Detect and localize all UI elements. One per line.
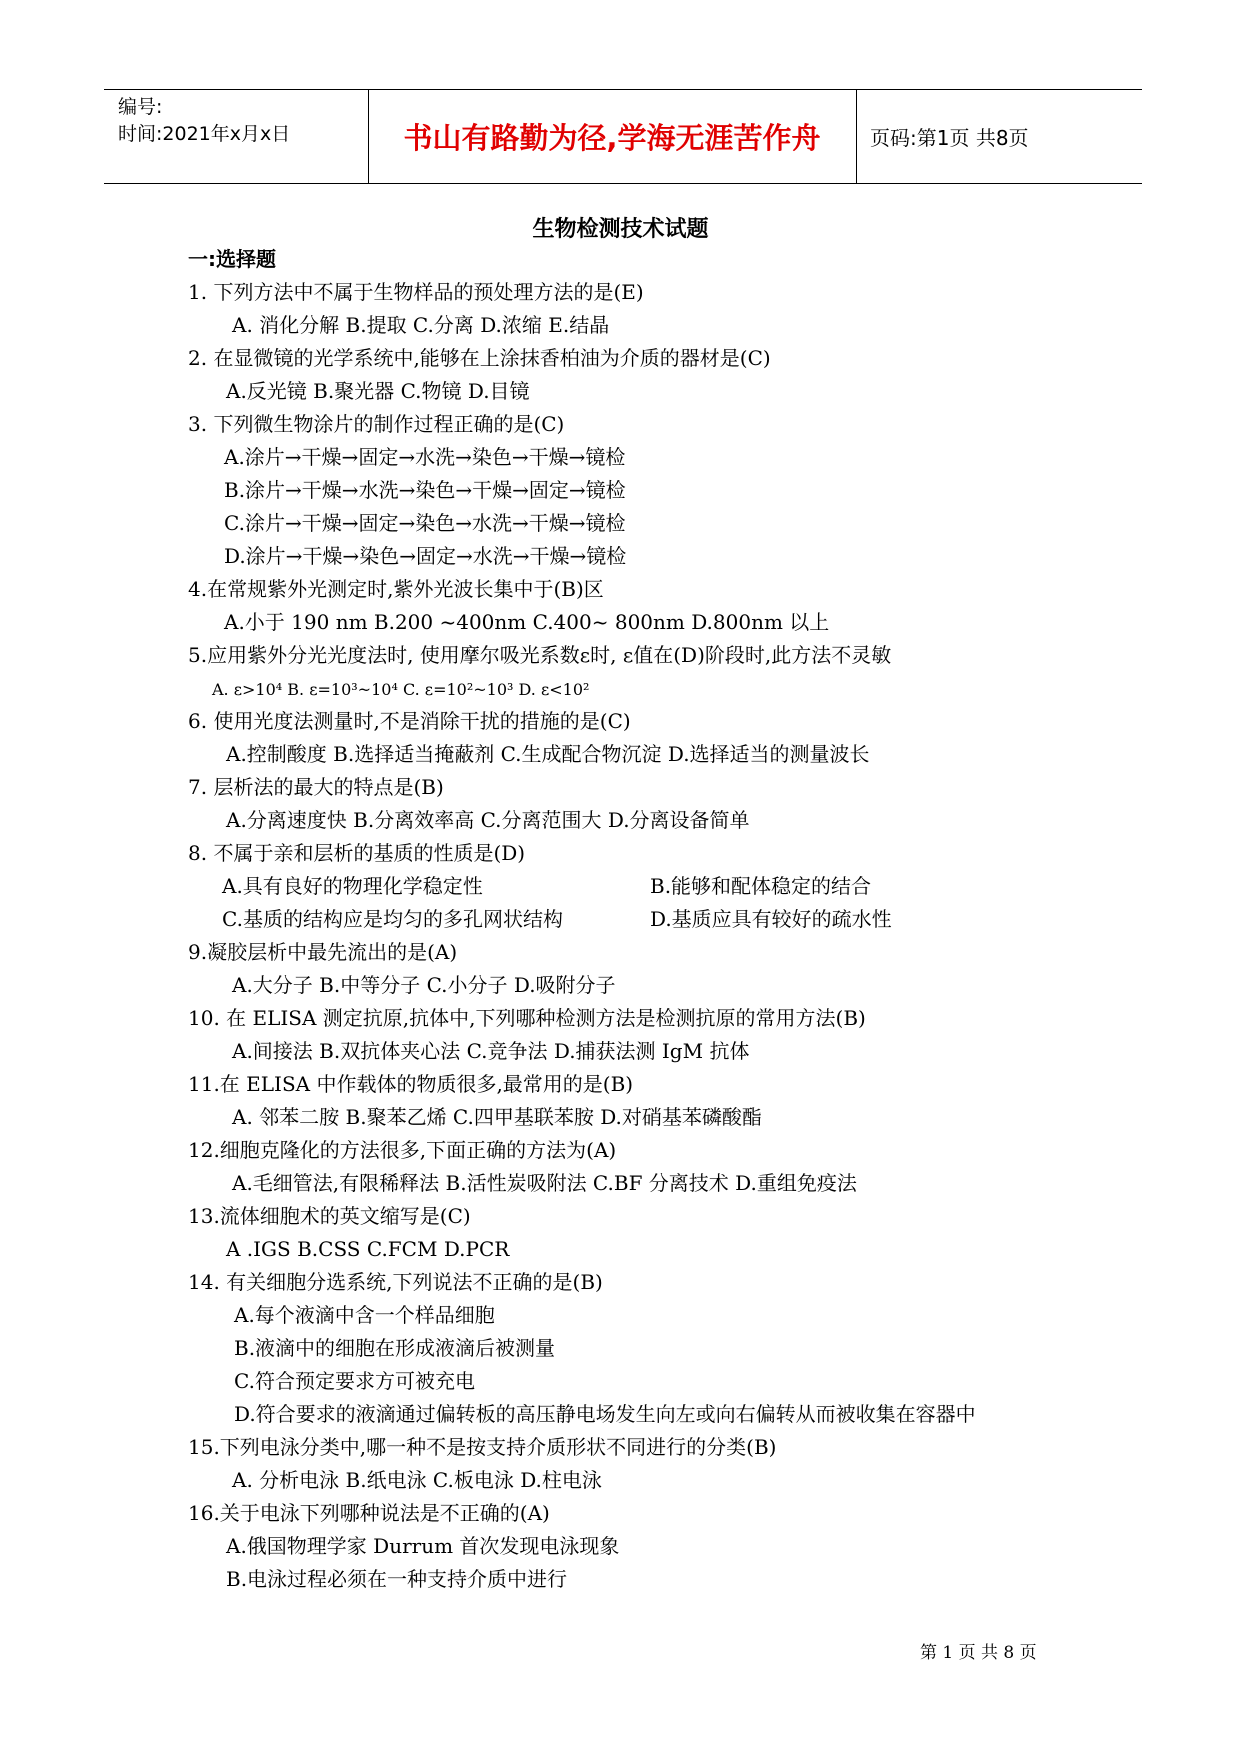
- question: 16.关于电泳下列哪种说法是不正确的(A): [188, 1501, 550, 1525]
- options: A. ε>10⁴ B. ε=10³~10⁴ C. ε=10²~10³ D. ε<10²: [212, 680, 590, 699]
- options: A.每个液滴中含一个样品细胞: [234, 1303, 495, 1327]
- options: C.涂片→干燥→固定→染色→水洗→干燥→镜检: [224, 511, 626, 535]
- question: 11.在 ELISA 中作载体的物质很多,最常用的是(B): [188, 1072, 634, 1096]
- options: A.大分子 B.中等分子 C.小分子 D.吸附分子: [232, 973, 616, 997]
- options: A. 分析电泳 B.纸电泳 C.板电泳 D.柱电泳: [232, 1468, 602, 1492]
- options: A. 消化分解 B.提取 C.分离 D.浓缩 E.结晶: [232, 313, 610, 337]
- options: A. 邻苯二胺 B.聚苯乙烯 C.四甲基联苯胺 D.对硝基苯磷酸酯: [232, 1105, 762, 1129]
- question: 5.应用紫外分光光度法时, 使用摩尔吸光系数ε时, ε值在(D)阶段时,此方法不灵敏: [188, 643, 892, 667]
- section-heading: 一:选择题: [188, 247, 276, 271]
- options: A.毛细管法,有限稀释法 B.活性炭吸附法 C.BF 分离技术 D.重组免疫法: [232, 1171, 857, 1195]
- question: 13.流体细胞术的英文缩写是(C): [188, 1204, 471, 1228]
- options: B.液滴中的细胞在形成液滴后被测量: [234, 1336, 556, 1360]
- question: 1. 下列方法中不属于生物样品的预处理方法的是(E): [188, 280, 644, 304]
- options: C.基质的结构应是均匀的多孔网状结构: [222, 907, 563, 931]
- options: D.涂片→干燥→染色→固定→水洗→干燥→镜检: [224, 544, 627, 568]
- question: 12.细胞克隆化的方法很多,下面正确的方法为(A): [188, 1138, 617, 1162]
- options: B.电泳过程必须在一种支持介质中进行: [226, 1567, 568, 1591]
- page-footer: 第 1 页 共 8 页: [920, 1643, 1037, 1663]
- time-label: 时间:2021年x月x日: [118, 123, 291, 145]
- options: B.能够和配体稳定的结合: [650, 874, 872, 898]
- options: C.符合预定要求方可被充电: [234, 1369, 475, 1393]
- options: A.涂片→干燥→固定→水洗→染色→干燥→镜检: [224, 445, 626, 469]
- question: 4.在常规紫外光测定时,紫外光波长集中于(B)区: [188, 577, 604, 601]
- question: 15.下列电泳分类中,哪一种不是按支持介质形状不同进行的分类(B): [188, 1435, 777, 1459]
- question: 2. 在显微镜的光学系统中,能够在上涂抹香柏油为介质的器材是(C): [188, 346, 771, 370]
- header-divider: [856, 90, 857, 183]
- options: A.小于 190 nm B.200 ~400nm C.400~ 800nm D.800nm 以上: [224, 610, 830, 634]
- question: 8. 不属于亲和层析的基质的性质是(D): [188, 841, 526, 865]
- options: B.涂片→干燥→水洗→染色→干燥→固定→镜检: [224, 478, 626, 502]
- number-label: 编号:: [118, 96, 163, 118]
- options: A.反光镜 B.聚光器 C.物镜 D.目镜: [226, 379, 530, 403]
- options: A.分离速度快 B.分离效率高 C.分离范围大 D.分离设备简单: [226, 808, 750, 832]
- options: A.控制酸度 B.选择适当掩蔽剂 C.生成配合物沉淀 D.选择适当的测量波长: [226, 742, 870, 766]
- options: A.具有良好的物理化学稳定性: [222, 874, 483, 898]
- document-title: 生物检测技术试题: [532, 217, 709, 242]
- options: D.符合要求的液滴通过偏转板的高压静电场发生向左或向右偏转从而被收集在容器中: [234, 1402, 976, 1426]
- question: 14. 有关细胞分选系统,下列说法不正确的是(B): [188, 1270, 603, 1294]
- page-header: [104, 89, 1142, 184]
- question: 10. 在 ELISA 测定抗原,抗体中,下列哪种检测方法是检测抗原的常用方法(B): [188, 1006, 866, 1030]
- options: A.俄国物理学家 Durrum 首次发现电泳现象: [226, 1534, 620, 1558]
- question: 9.凝胶层析中最先流出的是(A): [188, 940, 458, 964]
- header-meta: [118, 94, 290, 148]
- question: 6. 使用光度法测量时,不是消除干扰的措施的是(C): [188, 709, 631, 733]
- question: 3. 下列微生物涂片的制作过程正确的是(C): [188, 412, 565, 436]
- header-page-info: 页码:第1页 共8页: [870, 126, 1029, 150]
- options: A .IGS B.CSS C.FCM D.PCR: [226, 1237, 510, 1261]
- header-motto: 书山有路勤为径,学海无涯苦作舟: [403, 121, 821, 155]
- options: A.间接法 B.双抗体夹心法 C.竞争法 D.捕获法测 IgM 抗体: [232, 1039, 750, 1063]
- options: D.基质应具有较好的疏水性: [650, 907, 892, 931]
- question: 7. 层析法的最大的特点是(B): [188, 775, 444, 799]
